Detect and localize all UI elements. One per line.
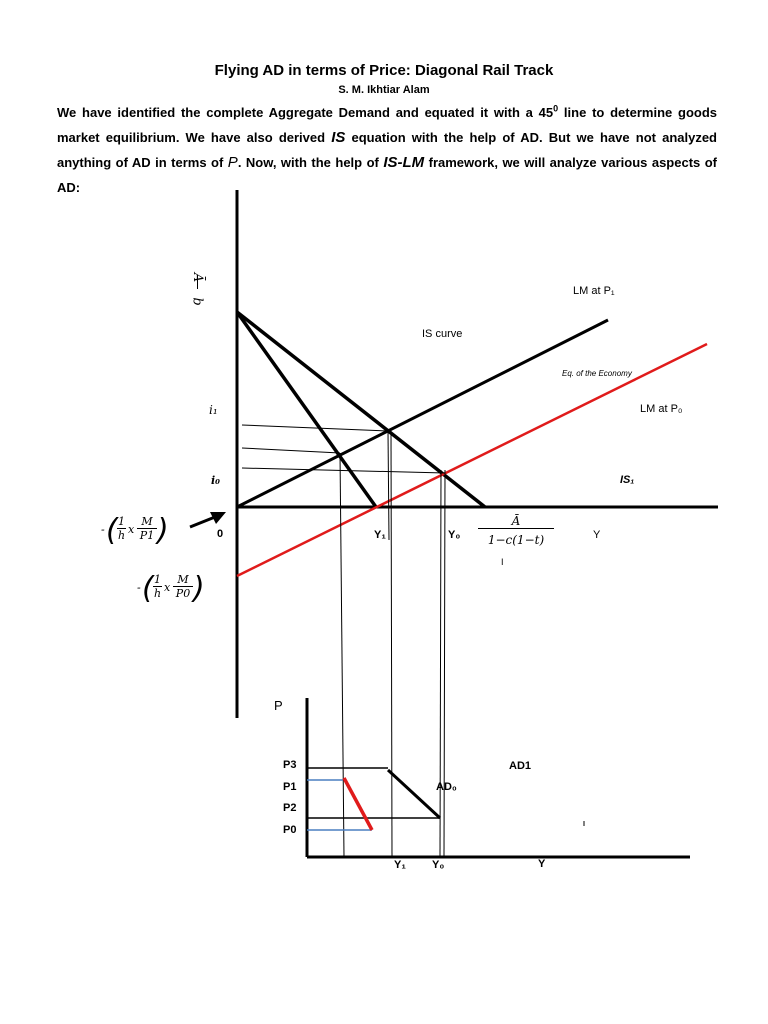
lm-p1-label: LM at P₁ <box>573 285 615 297</box>
degree-sup: 0 <box>553 103 559 114</box>
upper-y0-label: Y₀ <box>448 529 461 541</box>
intercept-p1-minus: - <box>101 523 105 536</box>
a-over-b-bar <box>197 275 198 289</box>
is1-label: IS₁ <box>620 474 635 486</box>
intercept-p0-lparen: ( <box>142 571 154 606</box>
intercept-p0-h: h <box>153 587 162 600</box>
intercept-p1-lparen: ( <box>106 513 118 548</box>
is-term: IS <box>331 129 346 146</box>
islm-term: IS-LM <box>383 154 425 171</box>
y1-drop-a <box>388 431 389 540</box>
a-bar-label: Ā <box>190 272 206 283</box>
y0-drop-b <box>444 470 445 857</box>
ad1-curve <box>344 778 372 830</box>
upper-y-axis-label: Y <box>593 529 601 541</box>
upper-tick: I <box>501 557 504 567</box>
origin-label: 0 <box>217 528 224 540</box>
author-line: S. M. Ikhtiar Alam <box>338 84 430 96</box>
i0-guide <box>242 468 445 473</box>
mid-guide <box>242 448 340 453</box>
lm-p0-label: LM at P₀ <box>640 403 683 415</box>
intercept-p0-rparen: ) <box>193 571 205 606</box>
ad0-curve <box>388 770 440 818</box>
intercept-p1-x: x <box>128 523 135 536</box>
intro-text-4: . Now, with the help of <box>237 155 384 170</box>
intercept-p1-one: 1 <box>118 515 125 528</box>
lower-y0-label: Y₀ <box>432 859 445 871</box>
lm-p1-line <box>237 320 608 507</box>
p2-label: P2 <box>283 802 297 814</box>
intro-text-3: equation with the help of AD. But we have not analyzed anything of AD in terms of <box>57 130 717 170</box>
y1-drop <box>391 431 392 857</box>
p1-label: P1 <box>283 781 297 793</box>
ad0-label: AD₀ <box>436 781 457 793</box>
p0-label: P0 <box>283 824 297 836</box>
is-curve-line <box>237 312 485 507</box>
intercept-p0-one: 1 <box>154 573 161 586</box>
multiplier-numerator: Ā <box>478 514 554 529</box>
intercept-p0-m: M <box>173 573 193 587</box>
b-label: b <box>189 297 205 306</box>
p3-label: P3 <box>283 759 297 771</box>
price-axis-label: P <box>274 698 283 713</box>
page-title: Flying AD in terms of Price: Diagonal Rail Track <box>214 62 554 79</box>
intercept-p1-h: h <box>117 529 126 542</box>
i1-label: i₁ <box>209 403 218 417</box>
intercept-p1-p: P1 <box>139 529 155 542</box>
multiplier-denominator: 1−c(1−t) <box>487 533 545 547</box>
intro-text-1: We have identified the complete Aggregate Demand and equated it with a 45 <box>57 105 554 120</box>
intercept-p0-p: P0 <box>175 587 191 600</box>
is-curve-label: IS curve <box>422 328 463 340</box>
intercept-p0-minus: - <box>137 581 141 594</box>
y0-drop <box>440 470 441 857</box>
intro-text-5: framework, we will analyze various aspects of AD: <box>57 155 717 195</box>
intercept-p0-x: x <box>164 581 171 594</box>
lower-y1-label: Y₁ <box>394 859 406 871</box>
i0-label: i₀ <box>211 474 220 487</box>
mid-drop <box>340 453 344 857</box>
lm-p0-line <box>237 344 707 576</box>
intercept-p1-rparen: ) <box>157 513 169 548</box>
is1-curve-line <box>237 312 376 507</box>
intro-text-2: line to determine goods market equilibrium. We have also derived <box>57 105 717 145</box>
i1-guide <box>242 425 388 431</box>
ad1-label: AD1 <box>509 760 532 772</box>
intercept-p1-m: M <box>137 515 157 529</box>
upper-y1-label: Y₁ <box>374 529 386 541</box>
lower-y-axis-label: Y <box>538 858 546 870</box>
eq-economy-label: Eq. of the Economy <box>562 369 632 378</box>
price-symbol: P <box>227 154 238 171</box>
